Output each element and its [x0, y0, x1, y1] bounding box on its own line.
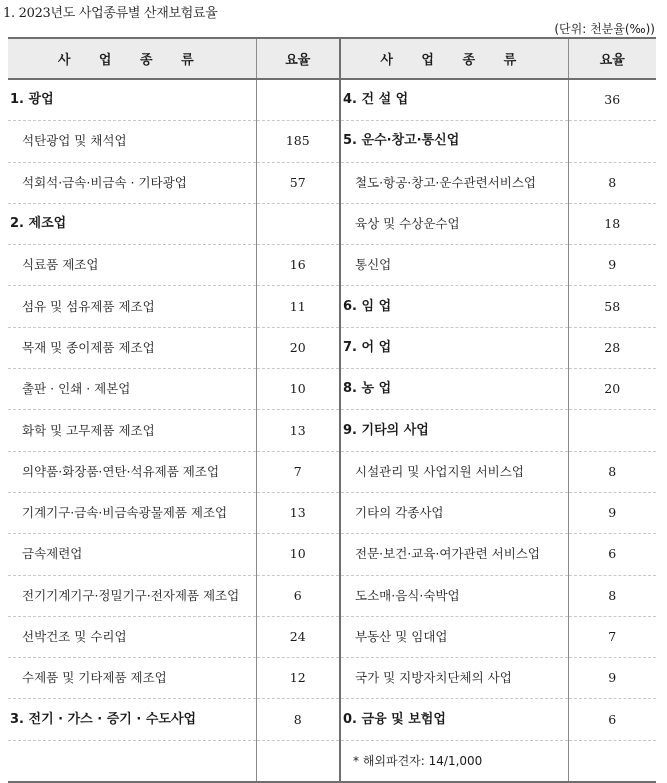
rate-cell: 20 [568, 369, 656, 410]
table-row [8, 121, 656, 162]
table-row [8, 369, 656, 410]
rate-cell: 8 [256, 699, 340, 740]
rate-cell [568, 740, 656, 782]
industry-cell: 목재 및 종이제품 제조업 [8, 327, 256, 368]
rate-cell: 7 [568, 616, 656, 657]
table-row [8, 327, 656, 368]
table-row [8, 534, 656, 575]
rate-cell: 8 [568, 451, 656, 492]
table-row [8, 79, 656, 121]
table-row [8, 575, 656, 616]
rate-cell: 24 [256, 616, 340, 657]
industry-cell: 부동산 및 임대업 [340, 616, 568, 657]
header-category-left: 사 업 종 류 [8, 38, 256, 79]
industry-cell: 출판 · 인쇄 · 제본업 [8, 369, 256, 410]
footnote-cell: * 해외파견자: 14/1,000 [340, 740, 568, 782]
rate-cell: 9 [568, 245, 656, 286]
category-cell: 8. 농 업 [340, 369, 568, 410]
industry-cell: 금속제련업 [8, 534, 256, 575]
table-row [8, 203, 656, 244]
industry-cell: 도소매·음식·숙박업 [340, 575, 568, 616]
page-title: 1. 2023년도 사업종류별 산재보험료율 [3, 6, 218, 21]
rate-cell: 12 [256, 658, 340, 699]
industry-cell: 수제품 및 기타제품 제조업 [8, 658, 256, 699]
rate-cell [256, 740, 340, 782]
category-cell: 1. 광업 [8, 79, 256, 121]
industry-cell: 기계기구·금속·비금속광물제품 제조업 [8, 492, 256, 533]
rate-cell: 20 [256, 327, 340, 368]
category-cell: 6. 임 업 [340, 286, 568, 327]
header-row [8, 38, 656, 79]
industry-cell: 섬유 및 섬유제품 제조업 [8, 286, 256, 327]
industry-cell: 식료품 제조업 [8, 245, 256, 286]
rate-cell: 8 [568, 575, 656, 616]
industry-cell: 기타의 각종사업 [340, 492, 568, 533]
table-row [8, 616, 656, 657]
rate-cell: 9 [568, 492, 656, 533]
table-row [8, 286, 656, 327]
rate-cell [256, 79, 340, 121]
rate-cell [568, 410, 656, 451]
rate-cell: 13 [256, 410, 340, 451]
rate-cell: 8 [568, 162, 656, 203]
industry-cell: 통신업 [340, 245, 568, 286]
rate-cell: 10 [256, 369, 340, 410]
category-cell: 3. 전기 · 가스 · 증기 · 수도사업 [8, 699, 256, 740]
table-row [8, 699, 656, 740]
rate-cell: 6 [568, 534, 656, 575]
category-cell: 0. 금융 및 보험업 [340, 699, 568, 740]
table-row [8, 162, 656, 203]
rate-cell: 28 [568, 327, 656, 368]
industry-cell: 전기기계기구·정밀기구·전자제품 제조업 [8, 575, 256, 616]
header-rate-left: 요율 [256, 38, 340, 79]
industry-cell: 국가 및 지방자치단체의 사업 [340, 658, 568, 699]
industry-cell: 석회석·금속·비금속 · 기타광업 [8, 162, 256, 203]
rate-cell [568, 121, 656, 162]
table-row [8, 740, 656, 782]
rate-cell: 58 [568, 286, 656, 327]
industry-cell: 의약품·화장품·연탄·석유제품 제조업 [8, 451, 256, 492]
industry-cell: 화학 및 고무제품 제조업 [8, 410, 256, 451]
rate-cell: 6 [568, 699, 656, 740]
rate-cell: 57 [256, 162, 340, 203]
table-row [8, 658, 656, 699]
rate-cell: 185 [256, 121, 340, 162]
industry-cell [8, 740, 256, 782]
table-row [8, 245, 656, 286]
table-row [8, 492, 656, 533]
rate-cell: 18 [568, 203, 656, 244]
unit-label: (단위: 천분율(‰)) [554, 22, 655, 36]
rate-cell [256, 203, 340, 244]
category-cell: 9. 기타의 사업 [340, 410, 568, 451]
rate-cell: 11 [256, 286, 340, 327]
industry-cell: 선박건조 및 수리업 [8, 616, 256, 657]
category-cell: 4. 건 설 업 [340, 79, 568, 121]
industry-cell: 석탄광업 및 채석업 [8, 121, 256, 162]
header-rate-right: 요율 [568, 38, 656, 79]
rate-cell: 9 [568, 658, 656, 699]
table-row [8, 410, 656, 451]
rate-cell: 6 [256, 575, 340, 616]
category-cell: 2. 제조업 [8, 203, 256, 244]
category-cell: 7. 어 업 [340, 327, 568, 368]
rate-cell: 10 [256, 534, 340, 575]
table-row [8, 451, 656, 492]
industry-cell: 철도·항공·창고·운수관련서비스업 [340, 162, 568, 203]
industry-cell: 시설관리 및 사업지원 서비스업 [340, 451, 568, 492]
header-category-right: 사 업 종 류 [340, 38, 568, 79]
rate-table [8, 37, 656, 783]
category-cell: 5. 운수·창고·통신업 [340, 121, 568, 162]
rate-cell: 7 [256, 451, 340, 492]
industry-cell: 전문·보건·교육·여가관련 서비스업 [340, 534, 568, 575]
rate-cell: 36 [568, 79, 656, 121]
rate-cell: 13 [256, 492, 340, 533]
industry-cell: 육상 및 수상운수업 [340, 203, 568, 244]
rate-cell: 16 [256, 245, 340, 286]
